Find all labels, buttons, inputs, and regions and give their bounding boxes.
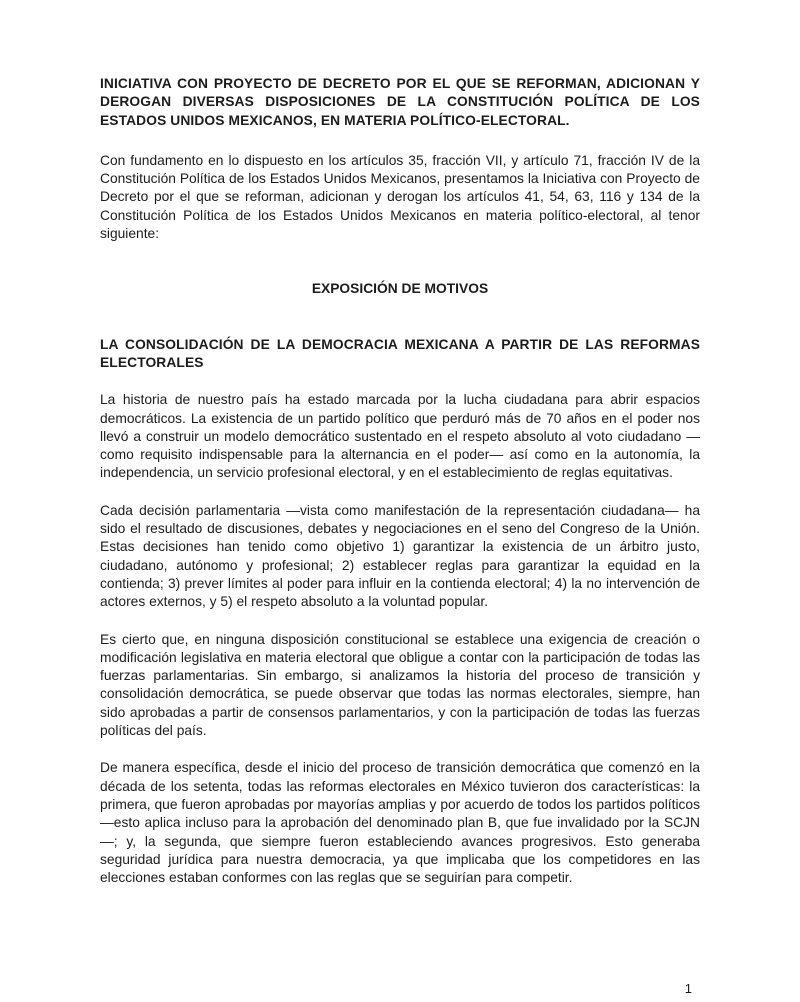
body-paragraph-4: De manera específica, desde el inicio del proceso de transición democrática que comenzó en la década de los setenta, todas las reformas electorales en México tuvieron dos características: la primera, que fueron aprobadas por mayorías amplias y por acuerdo de todos los partidos políticos —esto aplica incluso para la aprobación del denominado plan B, que fue invalidado por la SCJN—; y, la segunda, que siempre fueron estableciendo avances progresivos. Esto generaba seguridad jurídica para nuestra democracia, ya que implicaba que los competidores en las elecciones estaban conformes con las reglas que se seguirían para competir. (100, 760, 700, 886)
intro-paragraph: Con fundamento en lo dispuesto en los artículos 35, fracción VII, y artículo 71, fracción IV de la Constitución Política de los Estados Unidos Mexicanos, presentamos la Iniciativa con Proyecto de Decreto por el que se reforman, adicionan y derogan los artículos 41, 54, 63, 116 y 134 de la Constitución Política de los Estados Unidos Mexicanos en materia político-electoral, al tenor siguiente: (100, 152, 700, 242)
document-title: INICIATIVA CON PROYECTO DE DECRETO POR EL QUE SE REFORMAN, ADICIONAN Y DEROGAN DIVERSAS DISPOSICIONES DE LA CONSTITUCIÓN POLÍTICA DE LOS ESTADOS UNIDOS MEXICANOS, EN MATERIA POLÍTICO-ELECTORAL. (100, 76, 700, 128)
body-paragraph-1: La historia de nuestro país ha estado marcada por la lucha ciudadana para abrir espacios democráticos. La existencia de un partido político que perduró más de 70 años en el poder nos llevó a construir un modelo democrático sustentado en el respeto absoluto al voto ciudadano —como requisito indispensable para la alternancia en el poder— así como en la autonomía, la independencia, un servicio profesional electoral, y en el establecimiento de reglas equitativas. (100, 392, 700, 481)
exposition-heading: EXPOSICIÓN DE MOTIVOS (311, 281, 489, 297)
body-paragraph-3: Es cierto que, en ninguna disposición constitucional se establece una exigencia de creación o modificación legislativa en materia electoral que obligue a contar con la participación de todas las fuerzas parlamentarias. Sin embargo, si analizamos la historia del proceso de transición y consolidación democrática, se puede observar que todas las normas electorales, siempre, han sido aprobadas a partir de consensos parlamentarios, y con la participación de todas las fuerzas políticas del país. (100, 631, 700, 739)
section-heading: LA CONSOLIDACIÓN DE LA DEMOCRACIA MEXICANA A PARTIR DE LAS REFORMAS ELECTORALES (100, 336, 700, 370)
page-number: 1 (684, 981, 692, 996)
body-paragraph-2: Cada decisión parlamentaria —vista como manifestación de la representación ciudadana— ha sido el resultado de discusiones, debates y negociaciones en el seno del Congreso de la Unión. Estas decisiones han tenido como objetivo 1) garantizar la existencia de un árbitro justo, ciudadano, autónomo y profesional; 2) establecer reglas para garantizar la equidad en la contienda; 3) prever límites al poder para influir en la contienda electoral; 4) la no intervención de actores externos, y 5) el respeto absoluto a la voluntad popular. (100, 502, 700, 610)
